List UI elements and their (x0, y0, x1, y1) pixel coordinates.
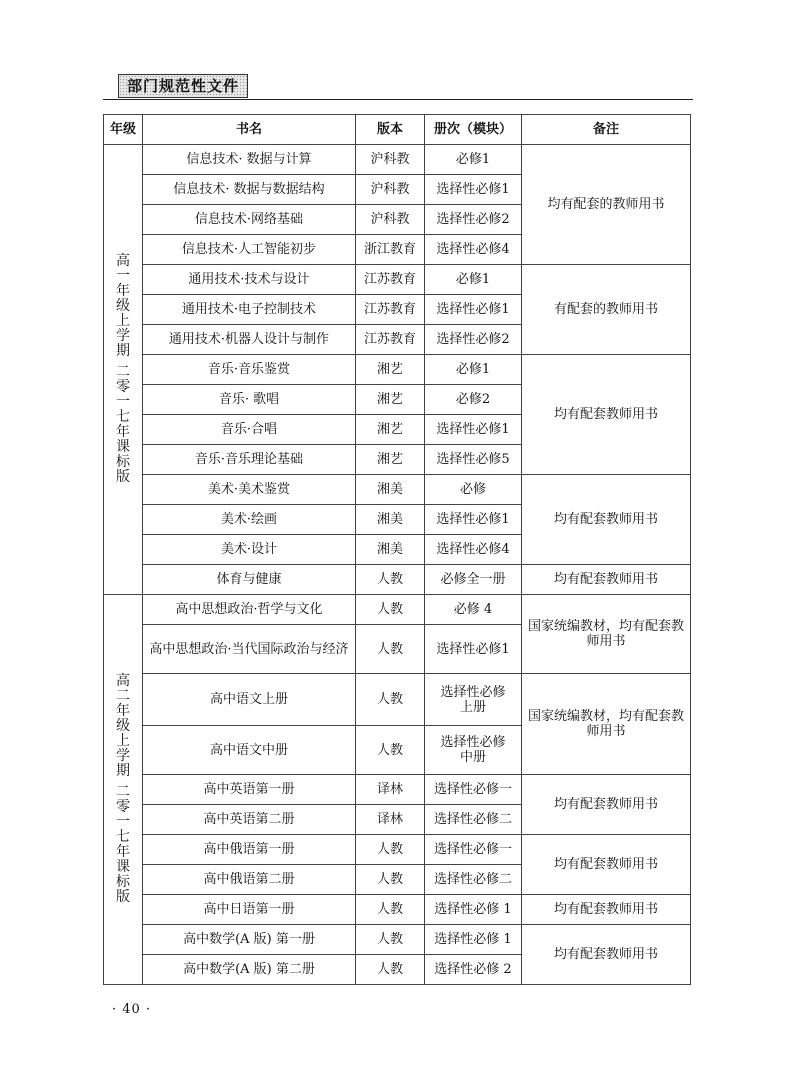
edition: 湘美 (356, 505, 425, 535)
note: 均有配套教师用书 (522, 565, 691, 595)
edition: 人教 (356, 835, 425, 865)
edition: 人教 (356, 726, 425, 775)
note: 均有配套教师用书 (522, 895, 691, 925)
grade-cell: 高 一 年 级 上 学 期 二 零 一 七 年 课 标 版 (104, 145, 143, 595)
edition: 沪科教 (356, 205, 425, 235)
table-row (104, 475, 691, 505)
volume: 选择性必修1 (425, 175, 522, 205)
edition: 人教 (356, 595, 425, 625)
note: 均有配套教师用书 (522, 835, 691, 895)
textbook-table (103, 114, 691, 985)
volume: 选择性必修4 (425, 235, 522, 265)
edition: 江苏教育 (356, 265, 425, 295)
edition: 湘艺 (356, 445, 425, 475)
volume: 必修2 (425, 385, 522, 415)
table-row (104, 145, 691, 175)
edition: 人教 (356, 955, 425, 985)
volume: 选择性必修1 (425, 505, 522, 535)
book-title: 高中日语第一册 (143, 895, 356, 925)
table-row (104, 595, 691, 625)
book-title: 高中思想政治·当代国际政治与经济 (143, 625, 356, 674)
volume: 必修1 (425, 355, 522, 385)
edition: 湘艺 (356, 385, 425, 415)
edition: 江苏教育 (356, 295, 425, 325)
page-number: · 40 · (112, 1002, 152, 1017)
note: 国家统编教材，均有配套教师用书 (522, 595, 691, 674)
book-title: 美术·设计 (143, 535, 356, 565)
book-title: 高中俄语第一册 (143, 835, 356, 865)
volume: 选择性必修上册 (425, 674, 522, 726)
section-tag: 部门规范性文件 (118, 74, 248, 98)
edition: 人教 (356, 565, 425, 595)
book-title: 高中数学(A 版) 第二册 (143, 955, 356, 985)
book-title: 通用技术·技术与设计 (143, 265, 356, 295)
book-title: 美术·美术鉴赏 (143, 475, 356, 505)
book-title: 高中英语第二册 (143, 805, 356, 835)
note: 国家统编教材，均有配套教师用书 (522, 674, 691, 775)
edition: 沪科教 (356, 175, 425, 205)
table-row (104, 674, 691, 726)
book-title: 音乐·合唱 (143, 415, 356, 445)
book-title: 音乐·音乐鉴赏 (143, 355, 356, 385)
volume: 必修 (425, 475, 522, 505)
book-title: 美术·绘画 (143, 505, 356, 535)
edition: 沪科教 (356, 145, 425, 175)
column-header-volume: 册次（模块） (425, 115, 522, 145)
edition: 湘美 (356, 535, 425, 565)
volume: 必修1 (425, 145, 522, 175)
volume: 必修1 (425, 265, 522, 295)
edition: 人教 (356, 674, 425, 726)
table-row (104, 265, 691, 295)
volume: 选择性必修5 (425, 445, 522, 475)
note: 均有配套的教师用书 (522, 145, 691, 265)
edition: 译林 (356, 805, 425, 835)
book-title: 高中数学(A 版) 第一册 (143, 925, 356, 955)
edition: 译林 (356, 775, 425, 805)
edition: 人教 (356, 865, 425, 895)
edition: 浙江教育 (356, 235, 425, 265)
grade-cell: 高 二 年 级 上 学 期 二 零 一 七 年 课 标 版 (104, 595, 143, 985)
book-title: 高中语文中册 (143, 726, 356, 775)
volume: 选择性必修 2 (425, 955, 522, 985)
note: 均有配套教师用书 (522, 775, 691, 835)
book-title: 体育与健康 (143, 565, 356, 595)
volume: 选择性必修一 (425, 835, 522, 865)
book-title: 通用技术·电子控制技术 (143, 295, 356, 325)
volume: 选择性必修2 (425, 325, 522, 355)
volume: 选择性必修一 (425, 775, 522, 805)
edition: 湘美 (356, 475, 425, 505)
volume: 必修全一册 (425, 565, 522, 595)
note: 均有配套教师用书 (522, 355, 691, 475)
book-title: 高中思想政治·哲学与文化 (143, 595, 356, 625)
book-title: 音乐· 歌唱 (143, 385, 356, 415)
edition: 人教 (356, 925, 425, 955)
book-title: 信息技术·网络基础 (143, 205, 356, 235)
note: 均有配套教师用书 (522, 475, 691, 565)
table-header-row (104, 115, 691, 145)
column-header-edition: 版本 (356, 115, 425, 145)
volume: 选择性必修1 (425, 625, 522, 674)
volume: 选择性必修 1 (425, 925, 522, 955)
edition: 人教 (356, 895, 425, 925)
book-title: 音乐·音乐理论基础 (143, 445, 356, 475)
volume: 选择性必修二 (425, 865, 522, 895)
table-row (104, 565, 691, 595)
column-header-note: 备注 (522, 115, 691, 145)
table-row (104, 355, 691, 385)
column-header-grade: 年级 (104, 115, 143, 145)
volume: 选择性必修中册 (425, 726, 522, 775)
table-row (104, 775, 691, 805)
volume: 必修 4 (425, 595, 522, 625)
edition: 人教 (356, 625, 425, 674)
book-title: 信息技术· 数据与数据结构 (143, 175, 356, 205)
table-row (104, 835, 691, 865)
volume: 选择性必修2 (425, 205, 522, 235)
volume: 选择性必修4 (425, 535, 522, 565)
column-header-book: 书名 (143, 115, 356, 145)
note: 均有配套教师用书 (522, 925, 691, 985)
table-row (104, 895, 691, 925)
book-title: 高中俄语第二册 (143, 865, 356, 895)
book-title: 高中英语第一册 (143, 775, 356, 805)
note: 有配套的教师用书 (522, 265, 691, 355)
edition: 湘艺 (356, 355, 425, 385)
book-title: 高中语文上册 (143, 674, 356, 726)
volume: 选择性必修 1 (425, 895, 522, 925)
table-row (104, 925, 691, 955)
volume: 选择性必修二 (425, 805, 522, 835)
header-rule (103, 99, 693, 100)
book-title: 通用技术·机器人设计与制作 (143, 325, 356, 355)
edition: 湘艺 (356, 415, 425, 445)
volume: 选择性必修1 (425, 415, 522, 445)
book-title: 信息技术· 数据与计算 (143, 145, 356, 175)
edition: 江苏教育 (356, 325, 425, 355)
volume: 选择性必修1 (425, 295, 522, 325)
book-title: 信息技术·人工智能初步 (143, 235, 356, 265)
